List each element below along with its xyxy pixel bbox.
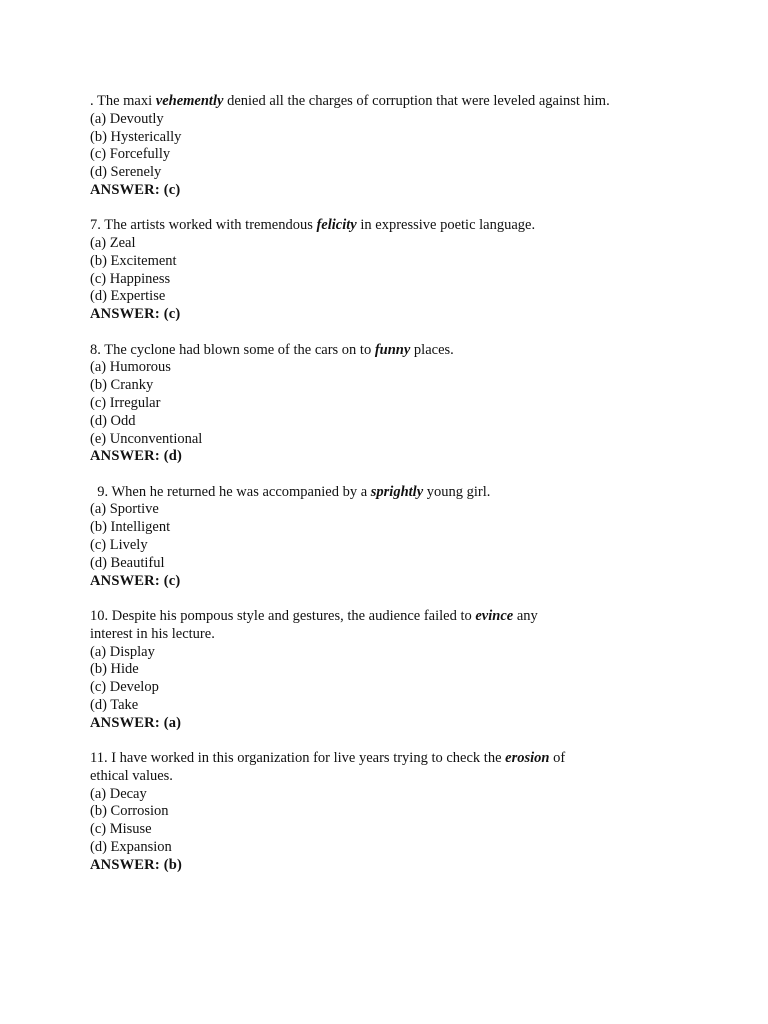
option-b: (b) Corrosion (90, 803, 169, 820)
option-c: (c) Forcefully (90, 146, 171, 163)
option-c: (c) Develop (90, 679, 159, 696)
answer-line: ANSWER: (d) (90, 448, 183, 465)
question-block (90, 93, 730, 200)
question-stem (90, 750, 730, 768)
option-b: (b) Hide (90, 661, 139, 678)
answer-line: ANSWER: (a) (90, 714, 182, 731)
question-block (90, 750, 730, 875)
option-d: (d) Odd (90, 412, 136, 429)
question-stem-continued: interest in his lecture. (90, 625, 215, 642)
keyword: erosion (505, 750, 550, 766)
option-c: (c) Irregular (90, 394, 161, 411)
stem-text: 11. I have worked in this organization for live years trying to check the (90, 750, 506, 766)
answer-line: ANSWER: (c) (90, 572, 181, 589)
stem-text: any (513, 607, 538, 624)
option-e: (e) Unconventional (90, 430, 203, 447)
stem-text: places. (410, 341, 454, 358)
option-a: (a) Zeal (90, 235, 136, 252)
option-d: (d) Take (90, 696, 139, 713)
question-stem (90, 217, 730, 235)
stem-text: denied all the charges of corruption that were leveled against him. (223, 93, 610, 109)
keyword: evince (475, 607, 514, 624)
keyword: felicity (316, 217, 357, 234)
stem-text: 7. The artists worked with tremendous (90, 217, 317, 234)
option-c: (c) Misuse (90, 821, 152, 838)
option-a: (a) Decay (90, 785, 147, 802)
question-block (90, 342, 730, 467)
keyword: sprightly (370, 483, 424, 500)
answer-line: ANSWER: (c) (90, 306, 181, 323)
keyword: funny (374, 341, 411, 358)
option-d: (d) Expansion (90, 838, 172, 855)
question-stem (90, 342, 730, 360)
option-b: (b) Hysterically (90, 128, 182, 145)
option-b: (b) Cranky (90, 377, 154, 394)
option-a: (a) Humorous (90, 359, 171, 376)
option-a: (a) Devoutly (90, 110, 164, 127)
question-stem (90, 484, 730, 502)
option-b: (b) Excitement (90, 252, 177, 269)
stem-text: 9. When he returned he was accompanied by a (90, 483, 371, 500)
stem-text: young girl. (423, 483, 491, 500)
option-c: (c) Happiness (90, 270, 171, 287)
answer-line: ANSWER: (b) (90, 856, 183, 873)
option-d: (d) Serenely (90, 164, 162, 181)
option-d: (d) Beautiful (90, 554, 165, 571)
option-a: (a) Display (90, 643, 155, 660)
question-block (90, 484, 730, 591)
option-b: (b) Intelligent (90, 519, 171, 536)
question-stem-continued: ethical values. (90, 767, 173, 784)
stem-text: 10. Despite his pompous style and gestures, the audience failed to (90, 607, 476, 624)
question-stem (90, 608, 730, 626)
question-block (90, 608, 730, 733)
keyword: vehemently (155, 93, 224, 109)
stem-text: of (549, 750, 566, 766)
question-stem (90, 93, 730, 111)
stem-text: 8. The cyclone had blown some of the cars on to (90, 341, 375, 358)
answer-line: ANSWER: (c) (90, 181, 181, 198)
stem-text: . The maxi (90, 93, 156, 109)
option-a: (a) Sportive (90, 501, 159, 518)
option-d: (d) Expertise (90, 288, 166, 305)
option-c: (c) Lively (90, 537, 148, 554)
question-block (90, 217, 730, 324)
stem-text: in expressive poetic language. (356, 217, 536, 234)
document-page (90, 93, 730, 892)
